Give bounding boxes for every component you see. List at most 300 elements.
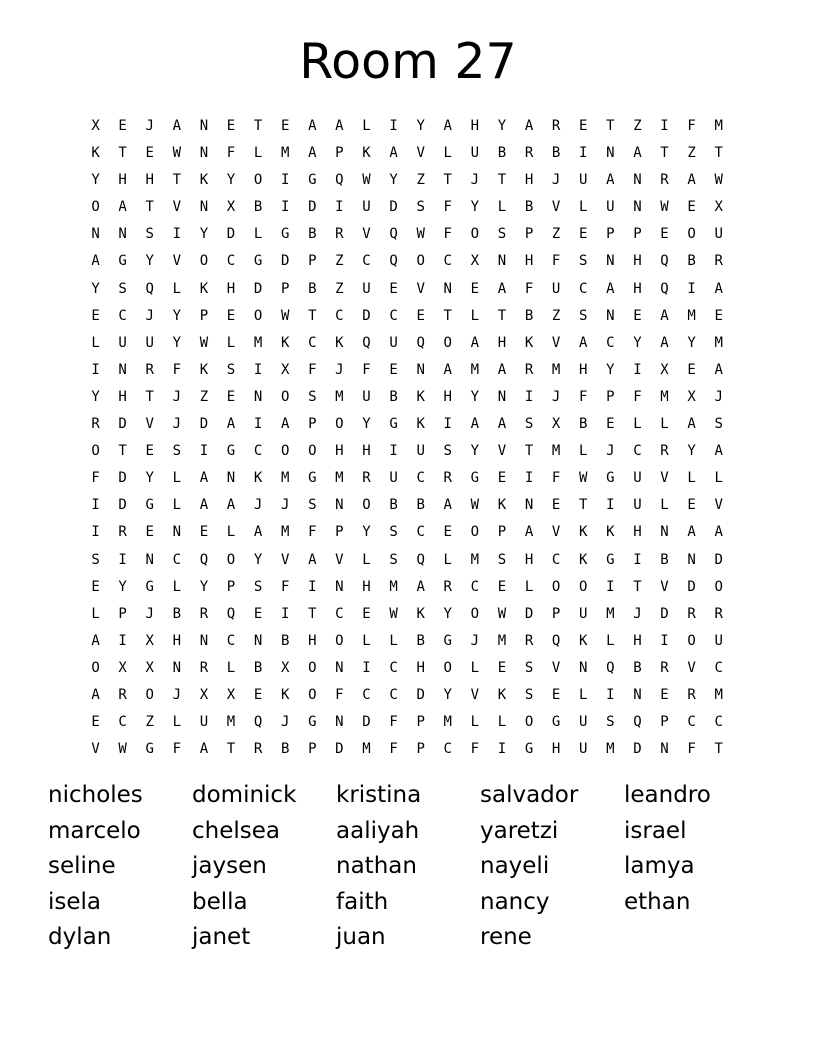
grid-letter: H bbox=[308, 632, 317, 649]
grid-letter: E bbox=[660, 686, 669, 703]
grid-letter: E bbox=[606, 416, 615, 433]
grid-letter: E bbox=[687, 497, 696, 514]
grid-letter: R bbox=[118, 524, 127, 541]
grid-letter: F bbox=[308, 524, 317, 541]
grid-letter: R bbox=[660, 172, 669, 189]
grid-letter: Y bbox=[470, 388, 480, 405]
grid-letter: A bbox=[91, 253, 100, 270]
grid-letter: M bbox=[551, 443, 561, 460]
grid-letter: F bbox=[470, 741, 480, 758]
grid-letter: P bbox=[199, 307, 209, 324]
grid-letter: V bbox=[335, 551, 344, 568]
grid-letter: J bbox=[172, 686, 182, 703]
grid-letter: Y bbox=[362, 524, 371, 541]
grid-letter: E bbox=[687, 361, 696, 378]
grid-letter: M bbox=[606, 741, 615, 758]
grid-letter: A bbox=[308, 118, 317, 134]
grid-letter: M bbox=[443, 714, 452, 731]
grid-letter: R bbox=[199, 605, 209, 622]
grid-letter: I bbox=[606, 578, 615, 595]
grid-letter: S bbox=[118, 280, 127, 297]
grid-letter: P bbox=[335, 524, 344, 541]
grid-letter: F bbox=[687, 118, 696, 134]
grid-letter: L bbox=[91, 605, 100, 622]
grid-letter: T bbox=[443, 307, 452, 324]
grid-letter: U bbox=[579, 172, 588, 189]
word-item: kristina bbox=[336, 782, 422, 808]
grid-letter: M bbox=[551, 361, 561, 378]
grid-letter: B bbox=[253, 199, 263, 216]
grid-letter: R bbox=[687, 605, 696, 622]
grid-letter: A bbox=[524, 118, 534, 134]
grid-letter: J bbox=[606, 443, 615, 460]
grid-letter: A bbox=[606, 172, 615, 189]
grid-letter: I bbox=[362, 659, 371, 676]
grid-letter: P bbox=[606, 388, 615, 405]
grid-letter: G bbox=[470, 470, 480, 487]
grid-letter: U bbox=[606, 199, 615, 216]
grid-letter: I bbox=[91, 497, 100, 514]
grid-letter: D bbox=[416, 686, 425, 703]
grid-letter: C bbox=[579, 280, 588, 297]
word-list bbox=[48, 778, 788, 956]
grid-letter: T bbox=[497, 307, 507, 324]
grid-letter: H bbox=[416, 659, 425, 676]
grid-letter: I bbox=[389, 443, 398, 460]
grid-letter: C bbox=[118, 307, 127, 324]
grid-letter: K bbox=[416, 605, 425, 622]
letter-grid bbox=[82, 113, 738, 763]
grid-letter: A bbox=[714, 361, 723, 378]
grid-letter: O bbox=[226, 551, 236, 568]
grid-letter: G bbox=[606, 551, 615, 568]
grid-letter: N bbox=[633, 686, 642, 703]
grid-letter: Y bbox=[91, 280, 100, 297]
grid-letter: A bbox=[633, 145, 642, 162]
grid-letter: P bbox=[308, 741, 317, 758]
grid-letter: E bbox=[280, 118, 290, 134]
grid-letter: M bbox=[660, 388, 669, 405]
grid-letter: F bbox=[389, 741, 398, 758]
grid-letter: B bbox=[687, 253, 696, 270]
grid-letter: F bbox=[172, 741, 182, 758]
grid-letter: F bbox=[443, 199, 452, 216]
word-item: israel bbox=[624, 817, 687, 844]
grid-letter: L bbox=[226, 334, 236, 351]
grid-letter: C bbox=[714, 659, 723, 676]
grid-letter: O bbox=[443, 659, 452, 676]
grid-letter: A bbox=[470, 416, 480, 433]
grid-letter: P bbox=[416, 714, 425, 731]
grid-letter: A bbox=[443, 118, 452, 134]
grid-letter: X bbox=[280, 659, 290, 676]
grid-letter: L bbox=[91, 334, 100, 351]
grid-letter: C bbox=[226, 253, 236, 270]
grid-letter: N bbox=[497, 253, 507, 270]
grid-letter: H bbox=[145, 172, 154, 189]
grid-letter: N bbox=[443, 280, 452, 297]
grid-letter: A bbox=[226, 416, 236, 433]
grid-letter: A bbox=[91, 686, 100, 703]
grid-letter: K bbox=[280, 334, 290, 351]
grid-letter: H bbox=[524, 551, 534, 568]
grid-letter: N bbox=[253, 632, 263, 649]
grid-letter: O bbox=[145, 686, 154, 703]
grid-letter: G bbox=[308, 172, 317, 189]
grid-letter: J bbox=[253, 497, 263, 514]
grid-letter: K bbox=[253, 470, 263, 487]
grid-letter: M bbox=[714, 118, 723, 134]
grid-letter: K bbox=[280, 686, 290, 703]
grid-letter: J bbox=[172, 388, 182, 405]
grid-letter: B bbox=[524, 307, 534, 324]
grid-letter: I bbox=[280, 172, 290, 189]
grid-letter: F bbox=[524, 280, 534, 297]
grid-letter: Y bbox=[416, 118, 425, 134]
grid-letter: C bbox=[416, 470, 425, 487]
grid-letter: M bbox=[470, 551, 480, 568]
grid-letter: H bbox=[633, 280, 642, 297]
grid-letter: R bbox=[714, 605, 723, 622]
grid-letter: H bbox=[362, 578, 371, 595]
grid-letter: E bbox=[145, 145, 154, 162]
grid-letter: E bbox=[687, 199, 696, 216]
grid-letter: M bbox=[714, 686, 723, 703]
grid-letter: X bbox=[660, 361, 669, 378]
grid-letter: A bbox=[199, 741, 209, 758]
grid-letter: B bbox=[389, 497, 398, 514]
grid-letter: G bbox=[389, 416, 398, 433]
grid-letter: A bbox=[714, 280, 723, 297]
grid-letter: K bbox=[497, 686, 507, 703]
grid-row bbox=[82, 709, 738, 736]
grid-letter: G bbox=[524, 741, 534, 758]
grid-letter: W bbox=[118, 741, 127, 758]
grid-letter: C bbox=[389, 307, 398, 324]
grid-letter: O bbox=[280, 443, 290, 460]
grid-letter: E bbox=[579, 226, 588, 243]
word-item: salvador bbox=[480, 782, 579, 808]
grid-letter: U bbox=[362, 280, 371, 297]
grid-letter: A bbox=[497, 280, 507, 297]
grid-letter: J bbox=[335, 361, 344, 378]
grid-letter: T bbox=[660, 145, 669, 162]
grid-row bbox=[82, 303, 738, 330]
grid-row bbox=[82, 736, 738, 763]
grid-letter: Q bbox=[335, 172, 344, 189]
grid-letter: T bbox=[118, 145, 127, 162]
grid-letter: J bbox=[145, 605, 154, 622]
grid-letter: E bbox=[226, 307, 236, 324]
grid-letter: C bbox=[362, 253, 371, 270]
grid-row bbox=[82, 357, 738, 384]
grid-letter: C bbox=[172, 551, 182, 568]
grid-letter: L bbox=[687, 470, 696, 487]
grid-letter: Y bbox=[118, 578, 127, 595]
grid-letter: E bbox=[199, 524, 209, 541]
grid-letter: Y bbox=[443, 605, 452, 622]
grid-letter: J bbox=[470, 172, 480, 189]
grid-letter: L bbox=[389, 632, 398, 649]
grid-letter: D bbox=[389, 199, 398, 216]
grid-letter: K bbox=[199, 280, 209, 297]
grid-letter: E bbox=[497, 659, 507, 676]
grid-letter: U bbox=[633, 497, 642, 514]
grid-letter: S bbox=[145, 226, 154, 243]
grid-letter: B bbox=[416, 632, 425, 649]
grid-letter: E bbox=[633, 307, 642, 324]
grid-letter: P bbox=[524, 226, 534, 243]
word-item: juan bbox=[336, 924, 386, 950]
grid-letter: I bbox=[172, 226, 182, 243]
grid-letter: V bbox=[551, 659, 561, 676]
grid-letter: S bbox=[253, 578, 263, 595]
grid-letter: X bbox=[226, 199, 236, 216]
grid-letter: N bbox=[199, 632, 209, 649]
grid-letter: L bbox=[579, 686, 588, 703]
grid-row bbox=[82, 411, 738, 438]
grid-letter: P bbox=[335, 145, 344, 162]
grid-letter: G bbox=[145, 497, 154, 514]
grid-letter: A bbox=[91, 632, 100, 649]
grid-letter: S bbox=[389, 551, 398, 568]
grid-letter: Y bbox=[226, 172, 236, 189]
grid-letter: M bbox=[335, 388, 344, 405]
grid-letter: T bbox=[118, 443, 127, 460]
grid-letter: A bbox=[470, 334, 480, 351]
grid-letter: Q bbox=[416, 551, 425, 568]
grid-letter: S bbox=[389, 524, 398, 541]
grid-letter: P bbox=[551, 605, 561, 622]
grid-letter: O bbox=[253, 307, 263, 324]
grid-row bbox=[82, 438, 738, 465]
grid-letter: Y bbox=[470, 199, 480, 216]
grid-letter: I bbox=[660, 632, 669, 649]
grid-letter: H bbox=[633, 524, 642, 541]
grid-letter: S bbox=[91, 551, 100, 568]
grid-letter: H bbox=[497, 334, 507, 351]
grid-letter: I bbox=[606, 497, 615, 514]
grid-letter: T bbox=[253, 118, 263, 134]
word-item: leandro bbox=[624, 782, 711, 808]
grid-letter: K bbox=[335, 334, 344, 351]
grid-letter: O bbox=[687, 632, 696, 649]
grid-letter: Q bbox=[199, 551, 209, 568]
grid-letter: A bbox=[606, 280, 615, 297]
grid-letter: I bbox=[633, 551, 642, 568]
grid-letter: C bbox=[551, 551, 561, 568]
grid-letter: E bbox=[579, 118, 588, 134]
grid-letter: L bbox=[226, 659, 236, 676]
grid-letter: C bbox=[687, 714, 696, 731]
grid-letter: U bbox=[416, 443, 425, 460]
grid-letter: L bbox=[660, 416, 669, 433]
grid-letter: P bbox=[416, 741, 425, 758]
grid-letter: F bbox=[579, 388, 588, 405]
grid-letter: B bbox=[308, 226, 317, 243]
grid-letter: B bbox=[308, 280, 317, 297]
grid-letter: C bbox=[362, 686, 371, 703]
grid-letter: U bbox=[579, 605, 588, 622]
grid-letter: C bbox=[714, 714, 723, 731]
grid-letter: S bbox=[416, 199, 425, 216]
grid-letter: M bbox=[687, 307, 696, 324]
grid-letter: L bbox=[470, 714, 480, 731]
grid-letter: R bbox=[145, 361, 154, 378]
grid-letter: P bbox=[308, 253, 317, 270]
grid-letter: J bbox=[714, 388, 723, 405]
grid-row bbox=[82, 113, 738, 140]
grid-letter: L bbox=[362, 551, 371, 568]
grid-letter: L bbox=[714, 470, 723, 487]
grid-letter: H bbox=[362, 443, 371, 460]
word-item: chelsea bbox=[192, 817, 280, 844]
grid-letter: N bbox=[172, 659, 182, 676]
grid-letter: Y bbox=[443, 686, 452, 703]
grid-letter: G bbox=[308, 714, 317, 731]
grid-letter: R bbox=[118, 686, 127, 703]
grid-letter: U bbox=[579, 741, 588, 758]
grid-letter: L bbox=[226, 524, 236, 541]
grid-letter: Z bbox=[551, 307, 561, 324]
grid-letter: X bbox=[226, 686, 236, 703]
grid-letter: D bbox=[362, 307, 371, 324]
grid-letter: L bbox=[470, 659, 480, 676]
word-item: jaysen bbox=[192, 853, 267, 879]
grid-letter: L bbox=[497, 714, 507, 731]
grid-letter: E bbox=[389, 361, 398, 378]
grid-row bbox=[82, 547, 738, 574]
grid-row bbox=[82, 248, 738, 275]
word-item: nayeli bbox=[480, 853, 550, 879]
grid-letter: V bbox=[551, 199, 561, 216]
grid-letter: V bbox=[551, 334, 561, 351]
grid-letter: I bbox=[524, 470, 534, 487]
grid-letter: H bbox=[633, 632, 642, 649]
grid-letter: T bbox=[308, 605, 317, 622]
grid-letter: R bbox=[687, 686, 696, 703]
grid-letter: C bbox=[443, 253, 452, 270]
grid-letter: O bbox=[416, 253, 425, 270]
grid-letter: U bbox=[118, 334, 127, 351]
grid-letter: L bbox=[172, 280, 182, 297]
grid-letter: C bbox=[118, 714, 127, 731]
grid-letter: B bbox=[497, 145, 507, 162]
grid-letter: H bbox=[118, 172, 127, 189]
grid-letter: C bbox=[470, 578, 480, 595]
grid-letter: U bbox=[579, 714, 588, 731]
word-item: isela bbox=[48, 888, 102, 915]
grid-letter: V bbox=[687, 659, 696, 676]
grid-letter: M bbox=[226, 714, 236, 731]
grid-letter: D bbox=[335, 741, 344, 758]
grid-letter: Q bbox=[253, 714, 263, 731]
grid-letter: W bbox=[280, 307, 290, 324]
word-row bbox=[48, 814, 788, 850]
grid-letter: H bbox=[118, 388, 127, 405]
word-item: faith bbox=[336, 888, 389, 915]
grid-row bbox=[82, 276, 738, 303]
grid-letter: V bbox=[660, 470, 669, 487]
grid-letter: E bbox=[443, 524, 452, 541]
grid-letter: A bbox=[687, 172, 696, 189]
grid-letter: R bbox=[524, 145, 534, 162]
grid-letter: D bbox=[118, 470, 127, 487]
word-item: janet bbox=[192, 924, 251, 950]
grid-letter: L bbox=[172, 497, 182, 514]
grid-letter: U bbox=[199, 714, 209, 731]
grid-letter: A bbox=[389, 145, 398, 162]
puzzle-title: Room 27 bbox=[299, 33, 517, 90]
grid-letter: L bbox=[470, 307, 480, 324]
grid-letter: E bbox=[362, 605, 371, 622]
grid-letter: V bbox=[551, 524, 561, 541]
grid-letter: M bbox=[335, 470, 344, 487]
grid-letter: D bbox=[362, 714, 371, 731]
grid-letter: D bbox=[199, 416, 209, 433]
grid-letter: Y bbox=[606, 361, 615, 378]
grid-letter: K bbox=[416, 416, 425, 433]
grid-letter: N bbox=[335, 659, 344, 676]
grid-letter: U bbox=[362, 388, 371, 405]
grid-letter: M bbox=[362, 741, 371, 758]
grid-letter: J bbox=[551, 172, 561, 189]
grid-letter: D bbox=[226, 226, 236, 243]
grid-letter: O bbox=[91, 199, 100, 216]
grid-letter: S bbox=[226, 361, 236, 378]
grid-letter: Y bbox=[145, 470, 154, 487]
grid-letter: P bbox=[226, 578, 236, 595]
grid-letter: S bbox=[524, 686, 534, 703]
grid-letter: R bbox=[199, 659, 209, 676]
grid-letter: E bbox=[145, 524, 154, 541]
grid-letter: C bbox=[389, 659, 398, 676]
grid-letter: N bbox=[687, 551, 696, 568]
grid-letter: Y bbox=[470, 443, 480, 460]
grid-letter: R bbox=[253, 741, 263, 758]
grid-letter: A bbox=[497, 416, 507, 433]
grid-letter: V bbox=[362, 226, 371, 243]
grid-letter: N bbox=[118, 226, 127, 243]
word-row bbox=[48, 778, 788, 814]
grid-letter: D bbox=[660, 605, 669, 622]
grid-letter: B bbox=[172, 605, 182, 622]
grid-letter: A bbox=[199, 470, 209, 487]
grid-letter: K bbox=[579, 524, 588, 541]
grid-letter: X bbox=[199, 686, 209, 703]
grid-letter: G bbox=[145, 578, 154, 595]
grid-letter: D bbox=[524, 605, 534, 622]
grid-letter: F bbox=[389, 714, 398, 731]
grid-letter: D bbox=[253, 280, 263, 297]
grid-letter: S bbox=[524, 416, 534, 433]
grid-letter: B bbox=[660, 551, 669, 568]
grid-letter: R bbox=[335, 226, 344, 243]
grid-letter: L bbox=[172, 578, 182, 595]
grid-letter: D bbox=[118, 416, 127, 433]
grid-letter: W bbox=[470, 497, 480, 514]
grid-letter: P bbox=[633, 226, 642, 243]
grid-letter: W bbox=[199, 334, 209, 351]
grid-letter: Y bbox=[91, 172, 100, 189]
grid-letter: Z bbox=[335, 280, 344, 297]
grid-letter: P bbox=[660, 714, 669, 731]
grid-letter: I bbox=[335, 199, 344, 216]
grid-letter: N bbox=[91, 226, 100, 243]
grid-row bbox=[82, 519, 738, 546]
grid-letter: R bbox=[443, 578, 452, 595]
grid-letter: I bbox=[253, 361, 263, 378]
